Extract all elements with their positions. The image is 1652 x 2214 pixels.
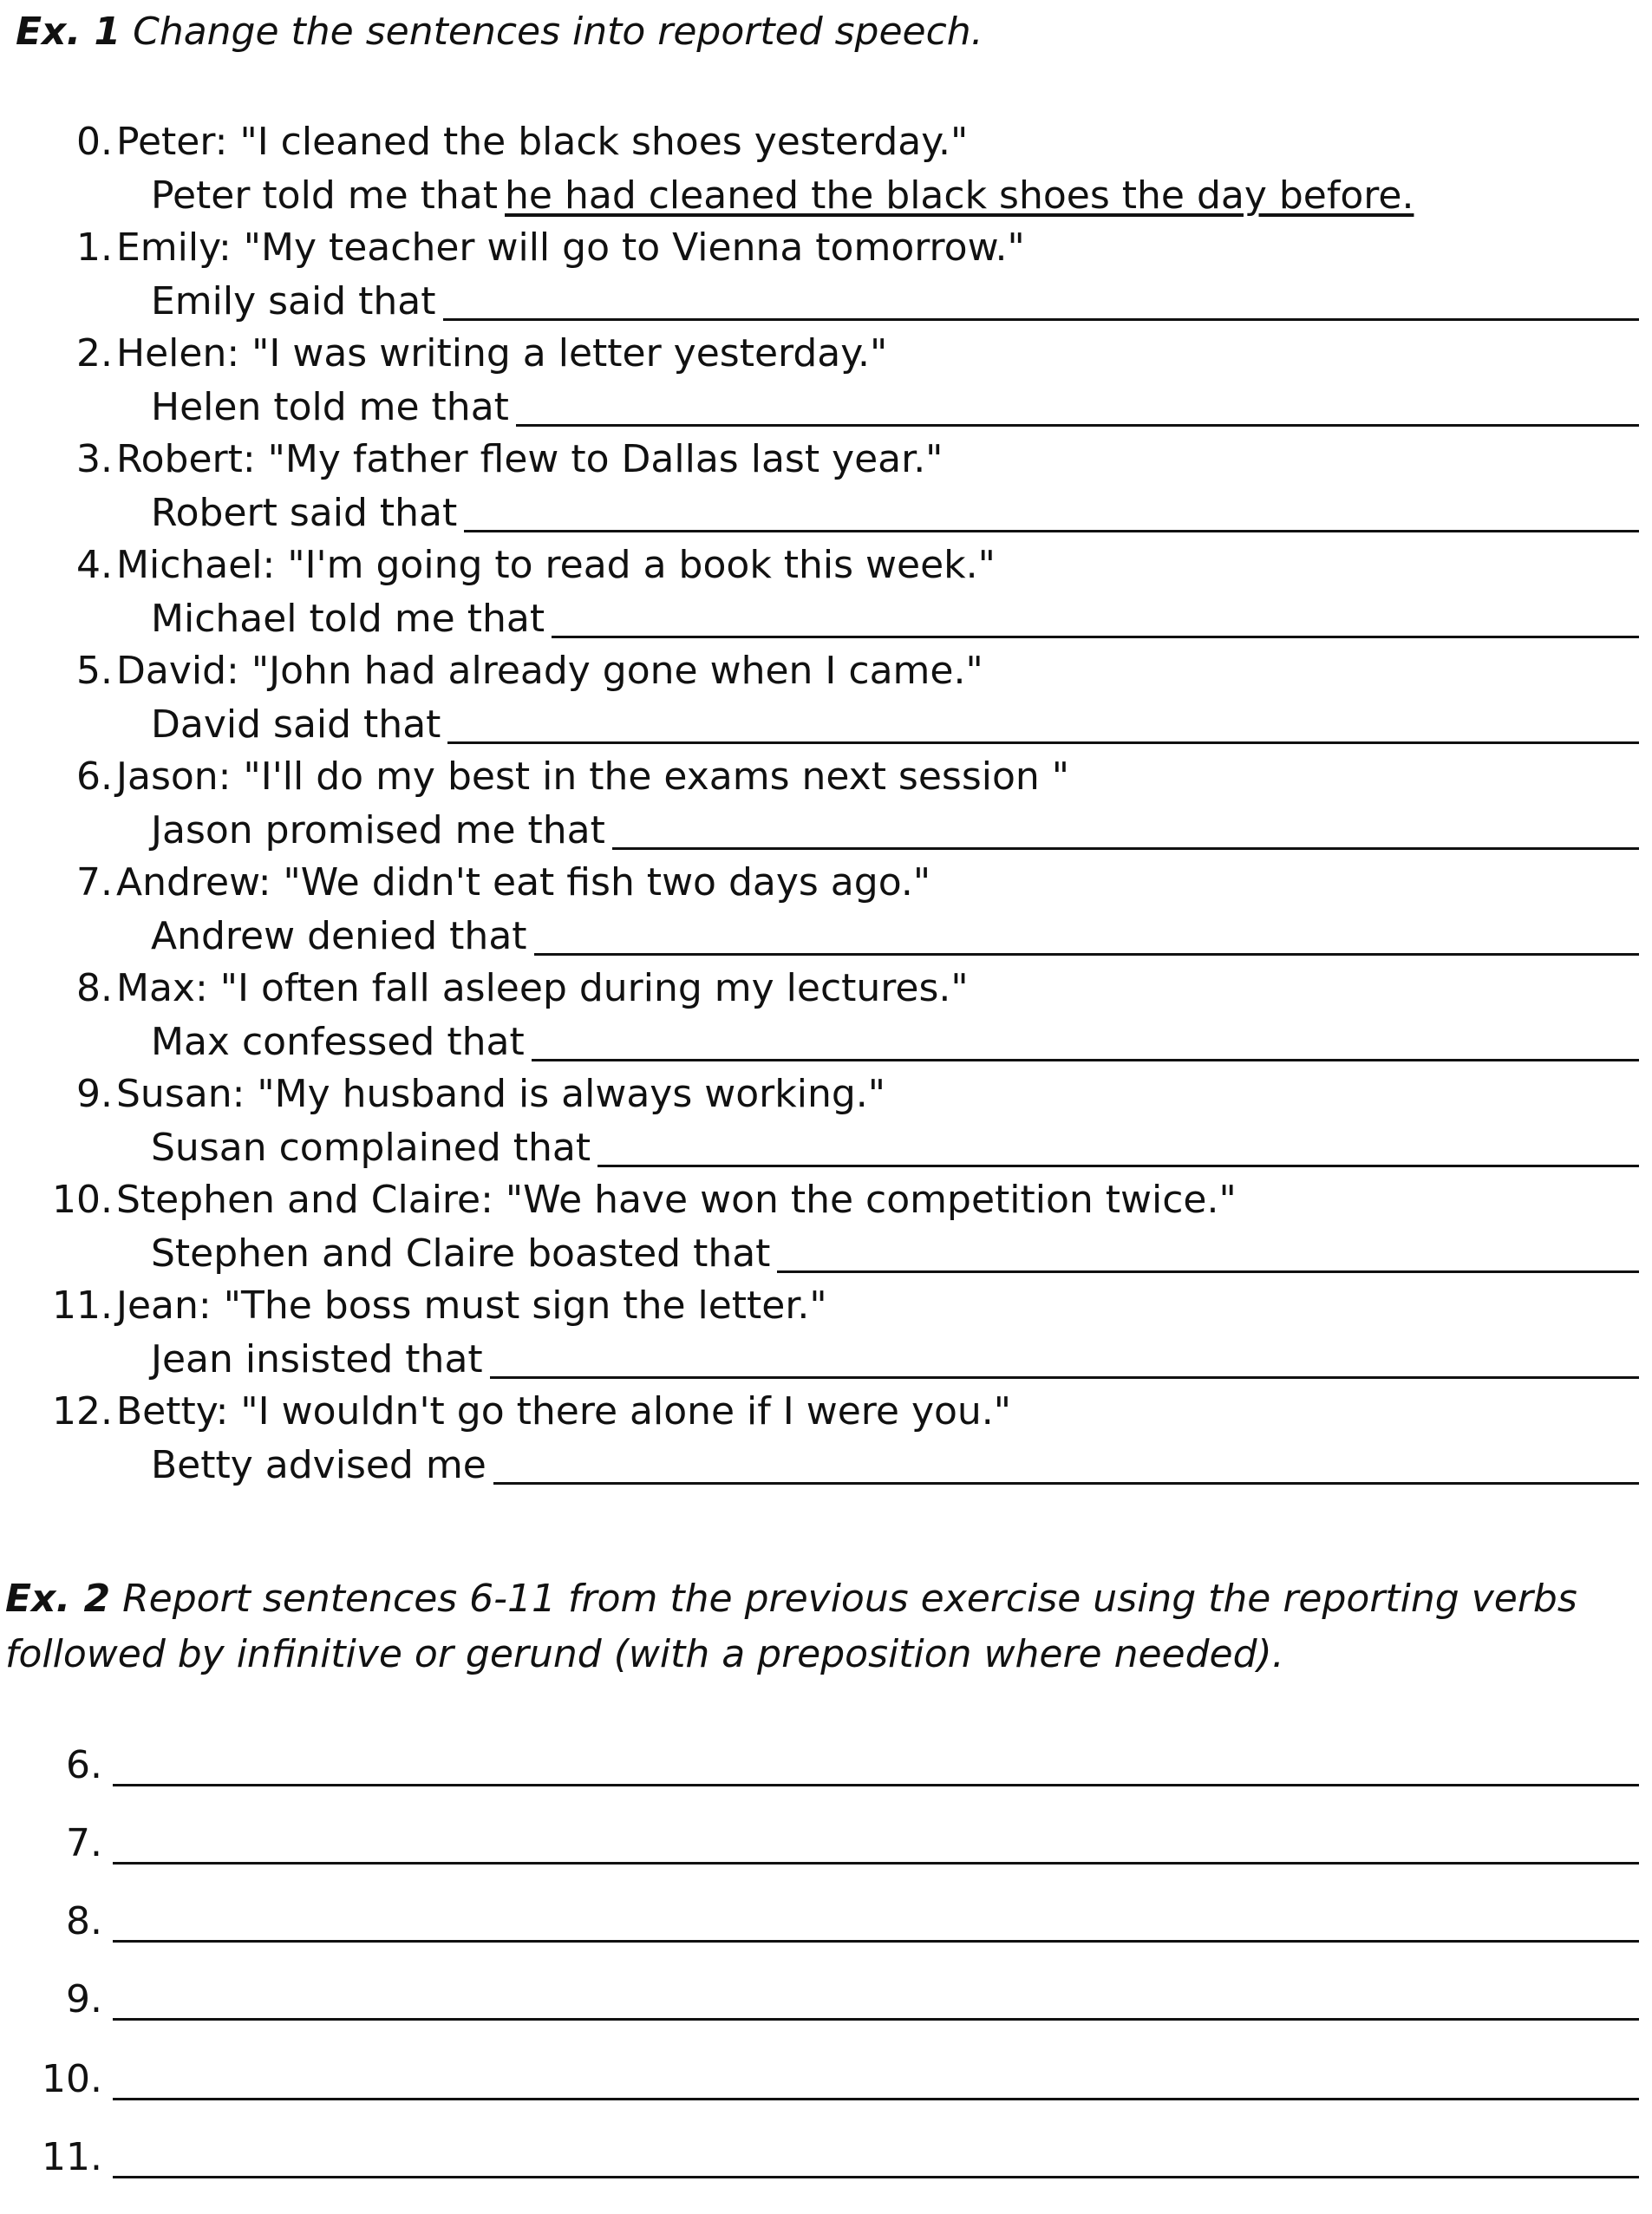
answer-blank-line[interactable] bbox=[113, 2018, 1639, 2021]
item-answer-row bbox=[151, 380, 1639, 434]
item-answer-row bbox=[151, 803, 1639, 857]
item-number: 9. bbox=[76, 1072, 113, 1116]
item-quote: Stephen and Claire: "We have won the competition twice." bbox=[116, 1178, 1237, 1222]
row-number: 7. bbox=[66, 1821, 102, 1865]
answer-blank-line[interactable] bbox=[464, 530, 1639, 532]
row-number: 9. bbox=[66, 1977, 102, 2021]
item-prompt: Emily said that bbox=[151, 279, 436, 323]
exercise-2-instruction-text-1: Report sentences 6-11 from the previous exercise using the reporting verbs bbox=[122, 1577, 1577, 1621]
item-quote: Peter: "I cleaned the black shoes yesterday." bbox=[116, 120, 969, 164]
exercise-1-item-10 bbox=[0, 1174, 1652, 1280]
item-prompt: David said that bbox=[151, 702, 441, 747]
answer-blank-line[interactable] bbox=[113, 2098, 1639, 2100]
answer-blank-line[interactable] bbox=[516, 424, 1639, 427]
item-answer-row bbox=[151, 274, 1639, 328]
exercise-1-item-6 bbox=[0, 751, 1652, 857]
item-quote: Robert: "My father flew to Dallas last year." bbox=[116, 437, 944, 481]
answer-blank-line[interactable] bbox=[493, 1482, 1639, 1485]
item-prompt: Andrew denied that bbox=[151, 914, 527, 958]
exercise-1-item-5 bbox=[0, 645, 1652, 751]
exercise-1-item-11 bbox=[0, 1280, 1652, 1386]
item-prompt: Helen told me that bbox=[151, 385, 509, 429]
example-answer: he had cleaned the black shoes the day before. bbox=[505, 173, 1414, 218]
item-quote: Jean: "The boss must sign the letter." bbox=[116, 1283, 827, 1328]
item-answer-row bbox=[151, 1120, 1639, 1174]
row-number: 11. bbox=[42, 2135, 102, 2179]
item-prompt: Peter told me that bbox=[151, 173, 499, 218]
exercise-1-item-4 bbox=[0, 539, 1652, 645]
answer-blank-line[interactable] bbox=[113, 2176, 1639, 2178]
exercise-1-item-8 bbox=[0, 963, 1652, 1068]
row-number: 8. bbox=[66, 1899, 102, 1943]
item-prompt: Max confessed that bbox=[151, 1020, 525, 1064]
item-prompt: Robert said that bbox=[151, 491, 458, 535]
exercise-2-label: Ex. 2 bbox=[5, 1577, 111, 1621]
answer-blank-line[interactable] bbox=[612, 847, 1639, 850]
item-prompt: Betty advised me bbox=[151, 1443, 486, 1487]
answer-blank-line[interactable] bbox=[443, 318, 1639, 321]
exercise-1-item-2 bbox=[0, 328, 1652, 434]
item-answer-row bbox=[151, 1226, 1639, 1280]
row-number: 6. bbox=[66, 1743, 102, 1787]
exercise-1-item-1 bbox=[0, 222, 1652, 328]
item-quote: David: "John had already gone when I came." bbox=[116, 649, 983, 693]
exercise-1-item-12 bbox=[0, 1386, 1652, 1492]
item-answer-row bbox=[151, 1015, 1639, 1068]
exercise-1-item-7 bbox=[0, 857, 1652, 963]
exercise-2-row-11 bbox=[0, 2123, 1652, 2184]
item-quote: Helen: "I was writing a letter yesterday." bbox=[116, 331, 888, 376]
answer-blank-line[interactable] bbox=[777, 1270, 1639, 1273]
answer-blank-line[interactable] bbox=[447, 741, 1639, 744]
item-quote: Emily: "My teacher will go to Vienna tomorrow." bbox=[116, 225, 1025, 270]
exercise-2-row-10 bbox=[0, 2045, 1652, 2106]
item-quote: Max: "I often fall asleep during my lectures." bbox=[116, 966, 969, 1010]
exercise-2-heading bbox=[5, 1571, 1577, 1682]
answer-blank-line[interactable] bbox=[534, 953, 1639, 956]
item-prompt: Jean insisted that bbox=[151, 1337, 483, 1381]
item-number: 3. bbox=[76, 437, 113, 481]
item-number: 11. bbox=[52, 1283, 113, 1328]
answer-blank-line[interactable] bbox=[113, 1784, 1639, 1786]
item-number: 0. bbox=[76, 120, 113, 164]
item-quote: Jason: "I'll do my best in the exams next session " bbox=[116, 754, 1070, 799]
item-answer-row bbox=[151, 909, 1639, 963]
item-prompt: Jason promised me that bbox=[151, 808, 605, 852]
item-answer-row bbox=[151, 1438, 1639, 1492]
item-number: 12. bbox=[52, 1389, 113, 1434]
row-number: 10. bbox=[42, 2057, 102, 2101]
item-number: 2. bbox=[76, 331, 113, 376]
item-quote: Michael: "I'm going to read a book this week." bbox=[116, 543, 996, 587]
exercise-1-item-9 bbox=[0, 1068, 1652, 1174]
exercise-2-row-6 bbox=[0, 1731, 1652, 1792]
answer-blank-line[interactable] bbox=[490, 1376, 1639, 1379]
item-prompt: Susan complained that bbox=[151, 1126, 591, 1170]
exercise-1-item-3 bbox=[0, 434, 1652, 539]
item-number: 4. bbox=[76, 543, 113, 587]
item-answer-row bbox=[151, 591, 1639, 645]
item-answer-row bbox=[151, 168, 1639, 222]
answer-blank-line[interactable] bbox=[597, 1165, 1639, 1167]
answer-blank-line[interactable] bbox=[113, 1862, 1639, 1865]
exercise-1-label: Ex. 1 bbox=[16, 10, 121, 54]
item-number: 6. bbox=[76, 754, 113, 799]
exercise-2-row-7 bbox=[0, 1809, 1652, 1870]
item-answer-row bbox=[151, 1332, 1639, 1386]
answer-blank-line[interactable] bbox=[532, 1059, 1639, 1061]
item-number: 1. bbox=[76, 225, 113, 270]
exercise-2-row-9 bbox=[0, 1965, 1652, 2026]
exercise-1-instruction: Change the sentences into reported speech. bbox=[133, 10, 983, 54]
item-prompt: Stephen and Claire boasted that bbox=[151, 1231, 771, 1276]
item-number: 10. bbox=[52, 1178, 113, 1222]
item-quote: Susan: "My husband is always working." bbox=[116, 1072, 885, 1116]
item-answer-row bbox=[151, 486, 1639, 539]
exercise-2-instruction-line-1 bbox=[5, 1571, 1577, 1627]
item-number: 7. bbox=[76, 860, 113, 905]
item-number: 8. bbox=[76, 966, 113, 1010]
item-quote: Andrew: "We didn't eat fish two days ago." bbox=[116, 860, 931, 905]
answer-blank-line[interactable] bbox=[552, 636, 1639, 638]
item-number: 5. bbox=[76, 649, 113, 693]
item-quote: Betty: "I wouldn't go there alone if I were you." bbox=[116, 1389, 1012, 1434]
item-prompt: Michael told me that bbox=[151, 597, 545, 641]
exercise-2-row-8 bbox=[0, 1887, 1652, 1948]
answer-blank-line[interactable] bbox=[113, 1940, 1639, 1943]
exercise-1-heading bbox=[16, 5, 983, 59]
exercise-1-item-0 bbox=[0, 116, 1652, 222]
exercise-2-instruction-line-2: followed by infinitive or gerund (with a preposition where needed). bbox=[5, 1632, 1284, 1676]
item-answer-row bbox=[151, 697, 1639, 751]
